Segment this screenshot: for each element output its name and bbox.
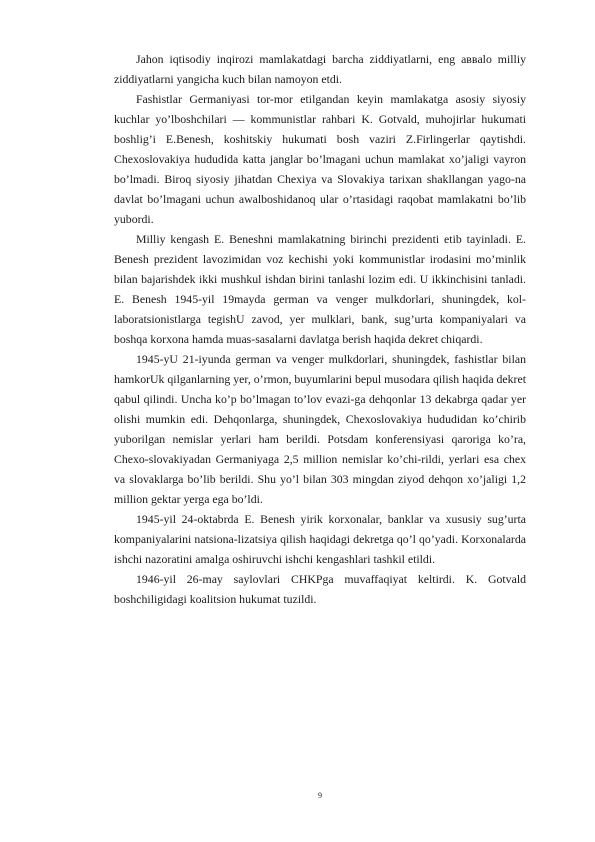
paragraph-land-reform: 1945-yU 21-iyunda german va venger mulkdorlari, shuningdek, fashistlar bilan hamkorUk qilganlarning yer, o’rmon, buyumlarini bepul musodara qilish haqida dekret qabul qilindi. Uncha ko’p bo’lmagan to’lov evazi-ga dehqonlar 13 dekabrga qadar yer olishi mumkin edi. Dehqonlarga, shuningdek, Chexoslovakiya hududidan ko’chirib yuborilgan nemislar yerlari ham berildi. Potsdam konferensiyasi qaroriga ko’ra, Chexo-slovakiyadan Germaniyaga 2,5 million nemislar ko’chi-rildi, yerlari esa chex va slovaklarga bo’lib berildi. Shu yo’l bilan 303 mingdan ziyod dehqon xo’jaligi 1,2 million gektar yerga ega bo’ldi.: [114, 352, 526, 506]
paragraph-nationalization: 1945-yil 24-oktabrda E. Benesh yirik korxonalar, banklar va xususiy sug’urta kompaniyalarini natsiona-lizatsiya qilish haqidagi dekretga qo’l qo’yadi. Korxonalarda ishchi nazoratini amalga oshiruvchi ishchi kengashlari tashkil etildi.: [114, 512, 526, 566]
document-body: [114, 49, 526, 609]
paragraph-economic-crisis: Jahon iqtisodiy inqirozi mamlakatdagi barcha ziddiyatlarni, eng aввalo milliy ziddiyatlarni yangicha kuch bilan namoyon etdi.: [114, 52, 526, 86]
paragraph-political-leaders: Fashistlar Germaniyasi tor-mor etilgandan keyin mamlakatga asosiy siyosiy kuchlar yo’lboshchilari — kommunistlar rahbari K. Gotvald, muhojirlar hukumati boshlig’i E.Benesh, koshitskiy hukumati bosh vaziri Z.Firlingerlar qaytishdi. Chexoslovakiya hududida katta janglar bo’lmagani uchun mamlakat xo’jaligi vayron bo’lmadi. Biroq siyosiy jihatdan Chexiya va Slovakiya tarixan shakllangan yago-na davlat bo’lmagani uchun awalboshidanoq ular o’rtasidagi raqobat mamlakatni bo’lib yubordi.: [114, 92, 526, 226]
page-number: 9: [318, 791, 322, 800]
paragraph-benesh-president: Milliy kengash E. Beneshni mamlakatning birinchi prezidenti etib tayinladi. E. Benesh prezident lavozimidan voz kechishi yoki kommunistlar irodasini mo’minlik bilan bajarishdek ikki mushkul ishdan birini tanlashi lozim edi. U ikkinchisini tanladi. E. Benesh 1945-yil 19mayda german va venger mulkdorlari, shuningdek, kol-laboratsionistlarga tegishU zavod, yer mulklari, bank, sug’urta kompaniyalari va boshqa korxona hamda muas-sasalarni davlatga berish haqida dekret chiqardi.: [114, 232, 526, 346]
paragraph-elections-1946: 1946-yil 26-may saylovlari CHKPga muvaffaqiyat keltirdi. K. Gotvald boshchiligidagi koalitsion hukumat tuzildi.: [114, 572, 526, 606]
